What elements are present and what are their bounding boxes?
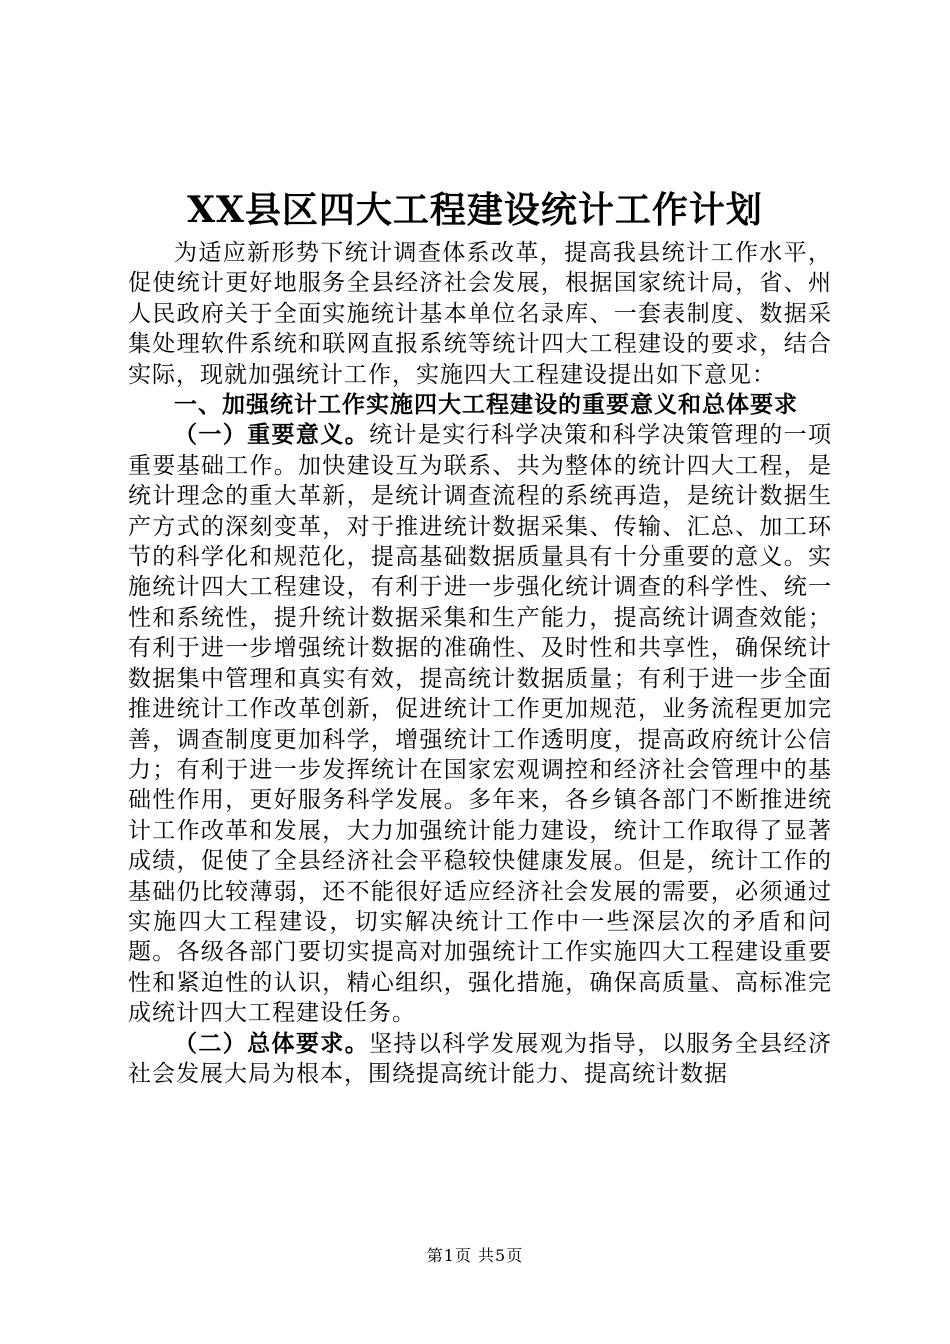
subsection-paragraph-2 xyxy=(128,1029,832,1090)
section-heading-1: 一、加强统计工作实施四大工程建设的重要意义和总体要求 xyxy=(174,391,798,419)
subsection-lead-1: （一）重要意义。 xyxy=(174,421,370,449)
subsection-text-1: 统计是实行科学决策和科学决策管理的一项重要基础工作。加快建设互为联系、共为整体的统计四大工程，是统计理念的重大革新，是统计调查流程的系统再造，是统计数据生产方式的深刻变革，对于推进统计数据采集、传输、汇总、加工环节的科学化和规范化，提高基础数据质量具有十分重要的意义。实施统计四大工程建设，有利于进一步强化统计调查的科学性、统一性和系统性，提升统计数据采集和生产能力，提高统计调查效能；有利于进一步增强统计数据的准确性、及时性和共享性，确保统计数据集中管理和真实有效，提高统计数据质量；有利于进一步全面推进统计工作改革创新，促进统计工作更加规范，业务流程更加完善，调查制度更加科学，增强统计工作透明度，提高政府统计公信力；有利于进一步发挥统计在国家宏观调控和经济社会管理中的基础性作用，更好服务科学发展。多年来，各乡镇各部门不断推进统计工作改革和发展，大力加强统计能力建设，统计工作取得了显著成绩，促使了全县经济社会平稳较快健康发展。但是，统计工作的基础仍比较薄弱，还不能很好适应经济社会发展的需要，必须通过实施四大工程建设，切实解决统计工作中一些深层次的矛盾和问题。各级各部门要切实提高对加强统计工作实施四大工程建设重要性和紧迫性的认识，精心组织，强化措施，确保高质量、高标准完成统计四大工程建设任务。 xyxy=(128,422,833,1027)
document-body xyxy=(128,238,832,1089)
subsection-paragraph-1 xyxy=(128,420,832,1028)
subsection-text-2: 坚持以科学发展观为指导，以服务全县经济社会发展大局为根本，围绕提高统计能力、提高统计数据 xyxy=(128,1030,833,1087)
subsection-lead-2: （二）总体要求。 xyxy=(174,1029,370,1057)
document-title: XX县区四大工程建设统计工作计划 xyxy=(187,189,763,231)
page-footer: 第1页 共5页 xyxy=(426,1246,524,1265)
intro-paragraph: 为适应新形势下统计调查体系改革，提高我县统计工作水平，促使统计更好地服务全县经济社会发展，根据国家统计局，省、州人民政府关于全面实施统计基本单位名录库、一套表制度、数据采集处理软件系统和联网直报系统等统计四大工程建设的要求，结合实际，现就加强统计工作，实施四大工程建设提出如下意见： xyxy=(128,240,832,388)
